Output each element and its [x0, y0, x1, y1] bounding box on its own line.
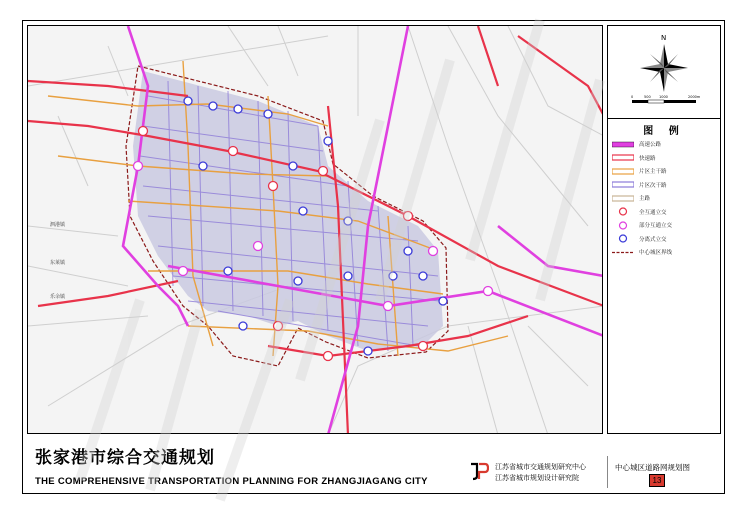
legend-item: [612, 138, 718, 151]
main-road-swatch-icon: [612, 194, 634, 203]
legend-label: 全互通立交: [639, 209, 667, 216]
map-name: 中心城区道路网规划图: [615, 463, 690, 472]
scale-bar: [631, 95, 701, 103]
page-title-cn: 张家港市综合交通规划: [35, 448, 215, 468]
legend-item: [612, 165, 718, 178]
legend-label: 分离式立交: [639, 236, 667, 243]
legend-item: [612, 206, 718, 219]
org-name-2: 江苏省城市规划设计研究院: [495, 474, 579, 482]
north-label: N: [661, 34, 667, 42]
compass-box: [608, 26, 720, 119]
org-logo-icon: [467, 460, 489, 482]
place-label-1: 泗港镇: [50, 222, 66, 228]
scale-label-500: 500: [644, 95, 651, 99]
right-panel: [607, 25, 721, 434]
legend-label: 中心城区界线: [639, 250, 673, 257]
org-name-1: 江苏省城市交通规划研究中心: [495, 463, 586, 471]
legend-label: 高速公路: [639, 142, 662, 149]
legend-label: 片区主干路: [639, 169, 667, 176]
legend-item: [612, 219, 718, 232]
legend-title: 图 例: [643, 126, 685, 137]
title-block: [27, 438, 721, 490]
place-label-2: 东莱镇: [50, 260, 66, 266]
full-interchange-icon: [612, 207, 634, 216]
legend-label: 部分互通立交: [639, 223, 673, 230]
map-area[interactable]: [27, 25, 603, 434]
boundary-swatch-icon: [612, 248, 634, 257]
separated-interchange-icon: [612, 234, 634, 243]
legend-label: 主路: [639, 196, 651, 203]
expressway-swatch-icon: [612, 153, 634, 162]
arterial-swatch-icon: [612, 167, 634, 176]
legend-item: [612, 152, 718, 165]
road-network-map: [28, 26, 603, 434]
legend-label: 片区次干路: [639, 182, 667, 189]
map-number-badge: 13: [649, 474, 665, 487]
legend-item: [612, 192, 718, 205]
legend-item: [612, 179, 718, 192]
legend-item: [612, 233, 718, 246]
legend-label: 快速路: [639, 155, 656, 162]
legend-item: [612, 246, 718, 259]
legend-list: [612, 138, 718, 260]
secondary-road-swatch-icon: [612, 180, 634, 189]
place-label-3: 乐余镇: [50, 294, 66, 300]
highway-swatch-icon: [612, 140, 634, 149]
scale-label-2000: 2000m: [688, 95, 701, 99]
page-title-en: THE COMPREHENSIVE TRANSPORTATION PLANNING FOR ZHANGJIAGANG CITY: [35, 476, 428, 487]
partial-interchange-icon: [612, 221, 634, 230]
compass-rose-icon: [608, 26, 720, 118]
scale-label-0: 0: [631, 95, 634, 99]
divider: [607, 456, 608, 488]
scale-label-1000: 1000: [659, 95, 668, 99]
